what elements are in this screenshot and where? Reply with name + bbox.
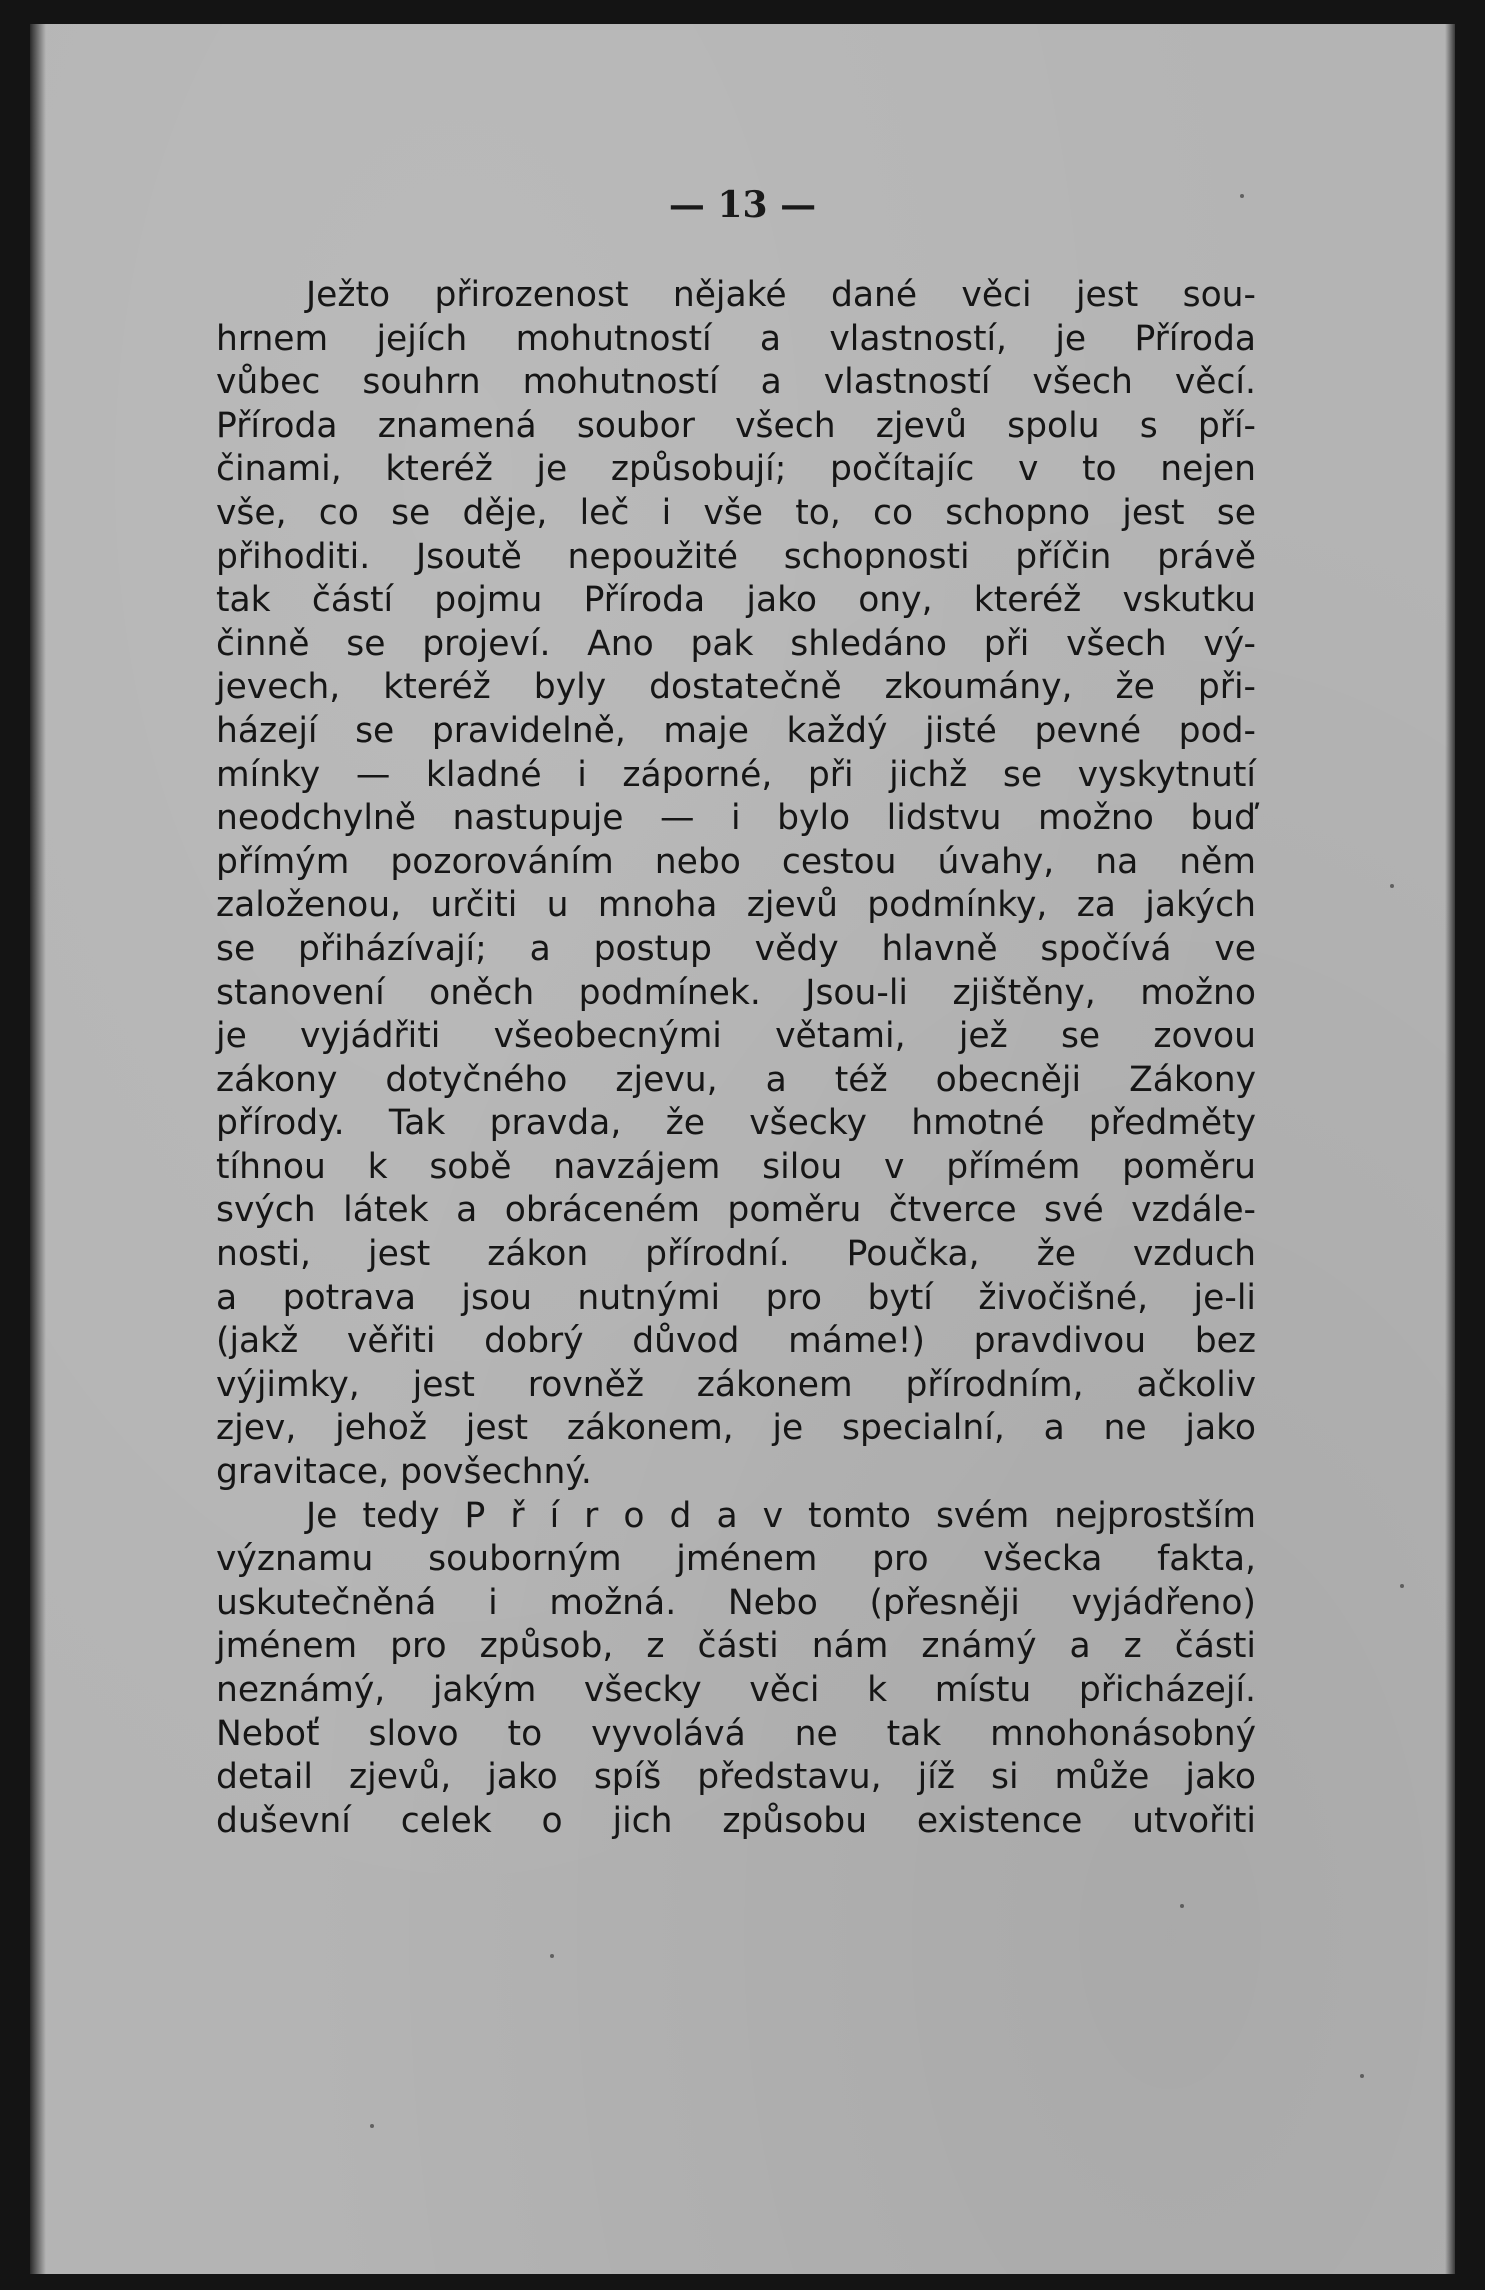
text-line: Neboť slovo to vyvolává ne tak mnohonásobný xyxy=(216,1713,1256,1754)
text-line: svých látek a obráceném poměru čtverce své vzdále- xyxy=(216,1190,1256,1231)
text-line: je vyjádřiti všeobecnými větami, jež se zovou xyxy=(216,1016,1256,1057)
text-line: zjev, jehož jest zákonem, je specialní, a ne jako xyxy=(216,1408,1256,1449)
page-edge-shadow-left xyxy=(30,24,46,2274)
dust-speck xyxy=(370,2124,374,2128)
dust-speck xyxy=(550,1954,554,1958)
text-line: gravitace, povšechný. xyxy=(216,1452,592,1493)
text-line: tak částí pojmu Příroda jako ony, kteréž vskutku xyxy=(216,580,1256,621)
text-line: Příroda znamená soubor všech zjevů spolu s pří- xyxy=(216,405,1256,446)
dust-speck xyxy=(1400,1584,1404,1588)
dust-speck xyxy=(1240,194,1244,198)
text-line: jménem pro způsob, z části nám známý a z části xyxy=(216,1626,1256,1667)
text-line: detail zjevů, jako spíš představu, jíž si může jako xyxy=(216,1757,1256,1798)
text-line: vše, co se děje, leč i vše to, co schopno jest se xyxy=(216,492,1256,533)
dust-speck xyxy=(1360,2074,1364,2078)
book-page xyxy=(30,24,1455,2274)
text-line: Je tedy P ř í r o d a v tomto svém nejprostším xyxy=(306,1495,1256,1536)
text-line: jevech, kteréž byly dostatečně zkoumány, že při- xyxy=(216,667,1256,708)
text-line: přírody. Tak pravda, že všecky hmotné předměty xyxy=(216,1103,1256,1144)
text-line: házejí se pravidelně, maje každý jisté pevné pod- xyxy=(216,710,1256,751)
dust-speck xyxy=(1180,1904,1184,1908)
text-line: hrnem jejích mohutností a vlastností, je Příroda xyxy=(216,318,1256,359)
text-line: vůbec souhrn mohutností a vlastností všech věcí. xyxy=(216,362,1256,403)
text-line: uskutečněná i možná. Nebo (přesněji vyjádřeno) xyxy=(216,1582,1256,1623)
page-edge-shadow-right xyxy=(1445,24,1455,2274)
paragraph-2 xyxy=(216,1495,1256,1844)
text-line: se přiházívají; a postup vědy hlavně spočívá ve xyxy=(216,928,1256,969)
dust-speck xyxy=(1390,884,1394,888)
text-line: výjimky, jest rovněž zákonem přírodním, ačkoliv xyxy=(216,1364,1256,1405)
paragraph-1 xyxy=(216,274,1256,1495)
text-line: mínky — kladné i záporné, při jichž se vyskytnutí xyxy=(216,754,1256,795)
text-line: zákony dotyčného zjevu, a též obecněji Zákony xyxy=(216,1059,1256,1100)
page-number: — 13 — xyxy=(668,184,817,226)
text-line: (jakž věřiti dobrý důvod máme!) pravdivou bez xyxy=(216,1321,1256,1362)
text-line: založenou, určiti u mnoha zjevů podmínky, za jakých xyxy=(216,885,1256,926)
text-line: stanovení oněch podmínek. Jsou-li zjištěny, možno xyxy=(216,972,1256,1013)
text-line: nosti, jest zákon přírodní. Poučka, že vzduch xyxy=(216,1234,1256,1275)
body-text xyxy=(216,274,1256,1843)
text-line: Ježto přirozenost nějaké dané věci jest sou- xyxy=(306,275,1256,315)
text-line: neznámý, jakým všecky věci k místu přicházejí. xyxy=(216,1670,1256,1710)
text-line: významu souborným jménem pro všecka fakta, xyxy=(216,1539,1256,1580)
text-line: činami, kteréž je způsobují; počítajíc v to nejen xyxy=(216,449,1256,490)
text-line: duševní celek o jich způsobu existence utvořiti xyxy=(216,1800,1256,1841)
text-line: tíhnou k sobě navzájem silou v přímém poměru xyxy=(216,1146,1256,1187)
text-line: a potrava jsou nutnými pro bytí živočišné, je-li xyxy=(216,1277,1256,1318)
text-line: přihoditi. Jsoutě nepoužité schopnosti příčin právě xyxy=(216,536,1256,577)
text-line: činně se projeví. Ano pak shledáno při všech vý- xyxy=(216,623,1256,664)
text-line: přímým pozorováním nebo cestou úvahy, na něm xyxy=(216,841,1256,882)
text-line: neodchylně nastupuje — i bylo lidstvu možno buď xyxy=(216,798,1256,839)
